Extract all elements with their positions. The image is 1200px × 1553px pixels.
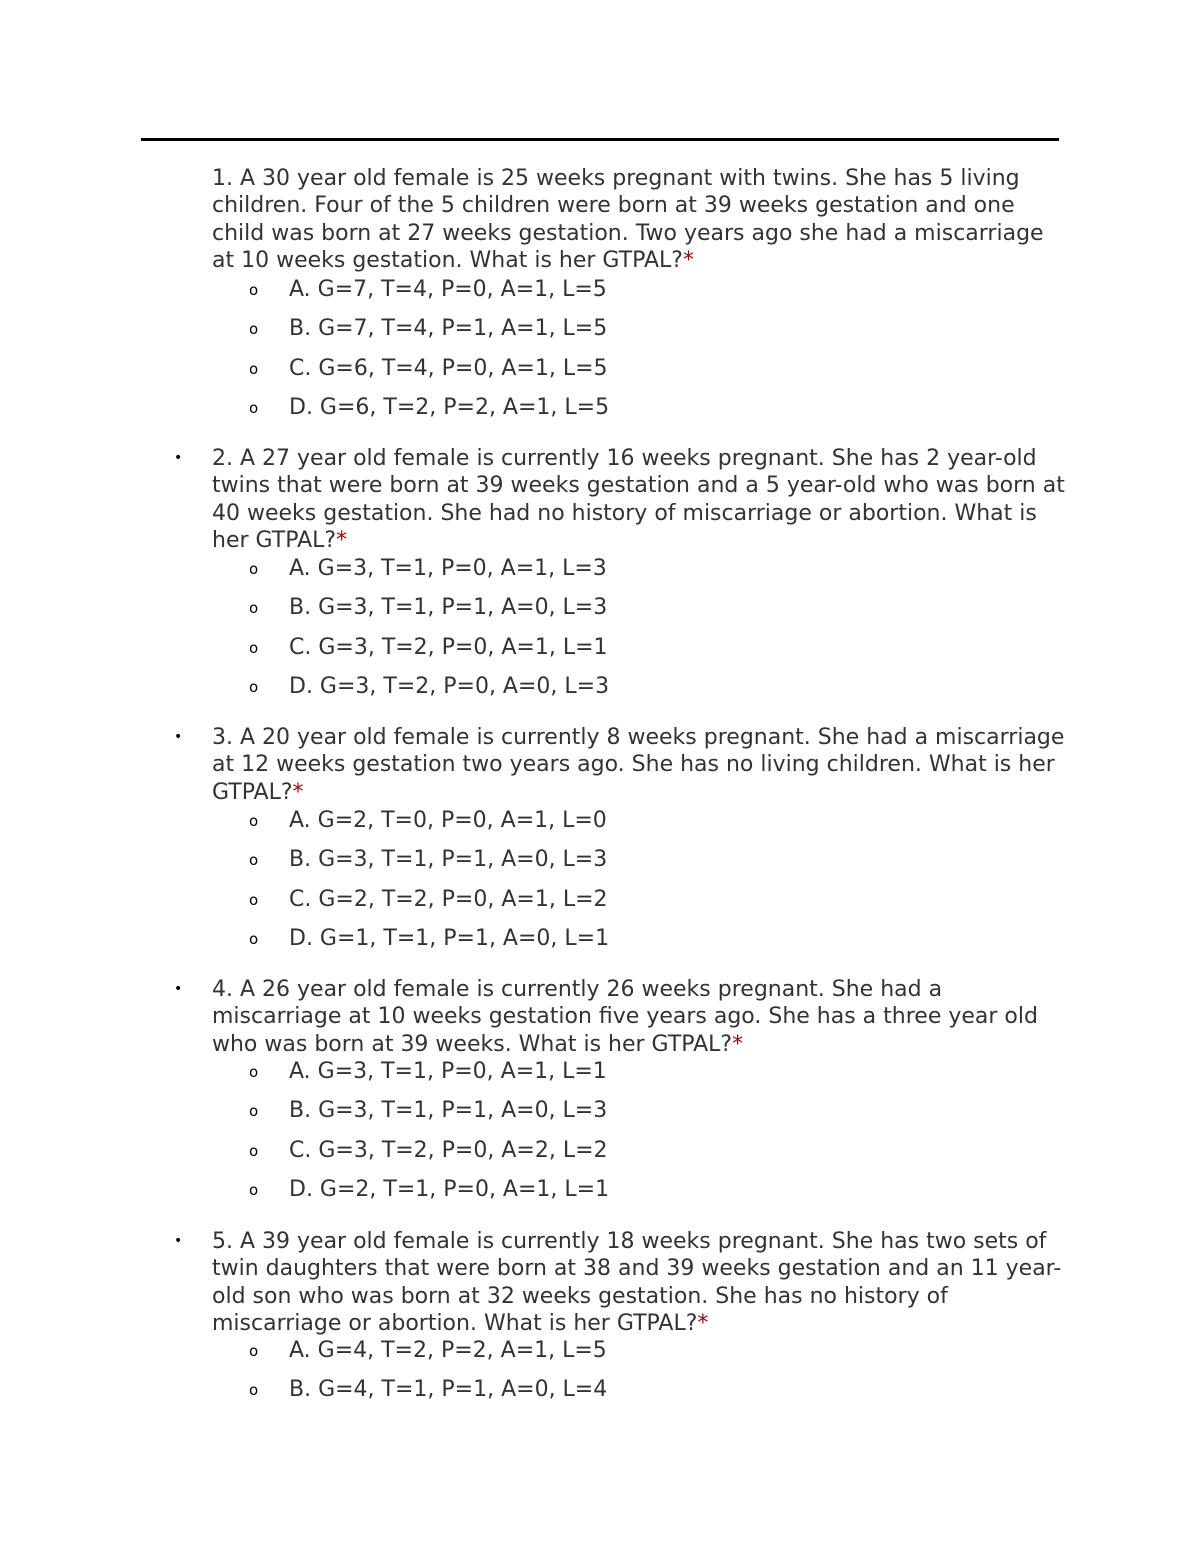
option-label: B. G=7, T=4, P=1, A=1, L=5 [289, 316, 608, 342]
answer-option-a[interactable] [0, 1058, 1200, 1097]
circle-bullet-icon: o [249, 320, 259, 339]
circle-bullet-icon: o [249, 851, 259, 870]
answer-option-c[interactable] [0, 886, 1200, 925]
circle-bullet-icon: o [249, 1381, 259, 1400]
option-label: B. G=3, T=1, P=1, A=0, L=3 [289, 1098, 608, 1124]
question-text: 3. A 20 year old female is currently 8 weeks pregnant. She had a miscarriage at 12 weeks gestation two years ago. She has no living children. What is her GTPAL?* [212, 725, 1065, 805]
option-label: A. G=4, T=2, P=2, A=1, L=5 [289, 1338, 607, 1363]
circle-bullet-icon: o [249, 930, 259, 949]
answer-option-c[interactable] [0, 1137, 1200, 1176]
circle-bullet-icon: o [249, 560, 259, 578]
answer-option-b[interactable] [0, 846, 1200, 885]
option-label: D. G=3, T=2, P=0, A=0, L=3 [289, 674, 610, 700]
option-label: A. G=3, T=1, P=0, A=1, L=1 [289, 1059, 607, 1084]
answer-option-d[interactable] [0, 394, 1200, 433]
answer-options [0, 276, 1200, 434]
question-text: 1. A 30 year old female is 25 weeks pregnant with twins. She has 5 living children. Four of the 5 children were born at 39 weeks gestation and one child was born at 27 weeks gestation. Two years ago she had a miscarriage at 10 weeks gestation. What is her GTPAL?* [212, 166, 1044, 273]
circle-bullet-icon: o [249, 890, 259, 909]
required-asterisk: * [682, 247, 694, 273]
answer-option-b[interactable] [0, 594, 1200, 633]
answer-option-b[interactable] [0, 1097, 1200, 1136]
option-label: A. G=3, T=1, P=0, A=1, L=3 [289, 556, 607, 581]
option-label: C. G=6, T=4, P=0, A=1, L=5 [289, 355, 608, 381]
answer-option-a[interactable] [0, 555, 1200, 594]
answer-option-d[interactable] [0, 1176, 1200, 1215]
circle-bullet-icon: o [249, 359, 259, 378]
required-asterisk: * [697, 1310, 709, 1336]
required-asterisk: * [292, 779, 304, 805]
answer-options [0, 1337, 1200, 1416]
answer-option-a[interactable] [0, 807, 1200, 846]
circle-bullet-icon: o [249, 812, 259, 830]
answer-options [0, 555, 1200, 713]
answer-option-d[interactable] [0, 673, 1200, 712]
required-asterisk: * [336, 527, 348, 553]
option-label: C. G=3, T=2, P=0, A=1, L=1 [289, 634, 608, 660]
option-label: D. G=6, T=2, P=2, A=1, L=5 [289, 395, 610, 421]
bullet-icon: • [174, 450, 183, 466]
circle-bullet-icon: o [249, 399, 259, 418]
circle-bullet-icon: o [249, 678, 259, 697]
answer-options [0, 1058, 1200, 1216]
question-text: 2. A 27 year old female is currently 16 weeks pregnant. She has 2 year-old twins that were born at 39 weeks gestation and a 5 year-old who was born at 40 weeks gestation. She had no history of miscarriage or abortion. What is her GTPAL?* [212, 446, 1065, 553]
answer-options [0, 807, 1200, 965]
option-label: A. G=7, T=4, P=0, A=1, L=5 [289, 277, 607, 302]
circle-bullet-icon: o [249, 638, 259, 657]
option-label: A. G=2, T=0, P=0, A=1, L=0 [289, 808, 607, 833]
answer-option-a[interactable] [0, 1337, 1200, 1376]
answer-option-b[interactable] [0, 1376, 1200, 1415]
circle-bullet-icon: o [249, 1063, 259, 1081]
circle-bullet-icon: o [249, 599, 259, 618]
circle-bullet-icon: o [249, 1342, 259, 1360]
circle-bullet-icon: o [249, 1102, 259, 1121]
option-label: D. G=2, T=1, P=0, A=1, L=1 [289, 1177, 610, 1203]
answer-option-d[interactable] [0, 925, 1200, 964]
option-label: B. G=3, T=1, P=1, A=0, L=3 [289, 847, 608, 873]
circle-bullet-icon: o [249, 1141, 259, 1160]
bullet-icon: • [174, 1233, 183, 1249]
bullet-icon: • [174, 981, 183, 997]
option-label: D. G=1, T=1, P=1, A=0, L=1 [289, 926, 610, 952]
option-label: C. G=3, T=2, P=0, A=2, L=2 [289, 1137, 608, 1163]
question-text: 4. A 26 year old female is currently 26 weeks pregnant. She had a miscarriage at 10 weeks gestation five years ago. She has a three year old who was born at 39 weeks. What is her GTPAL?* [212, 977, 1038, 1057]
option-label: B. G=4, T=1, P=1, A=0, L=4 [289, 1377, 608, 1403]
required-asterisk: * [732, 1031, 744, 1057]
circle-bullet-icon: o [249, 281, 259, 299]
bullet-icon: • [174, 729, 183, 745]
answer-option-c[interactable] [0, 634, 1200, 673]
option-label: C. G=2, T=2, P=0, A=1, L=2 [289, 886, 608, 912]
answer-option-c[interactable] [0, 355, 1200, 394]
circle-bullet-icon: o [249, 1181, 259, 1200]
question-text: 5. A 39 year old female is currently 18 weeks pregnant. She has two sets of twin daughters that were born at 38 and 39 weeks gestation and an 11 year-old son who was born at 32 weeks gestation. She has no history of miscarriage or abortion. What is her GTPAL?* [212, 1229, 1062, 1336]
header-rule [141, 138, 1059, 141]
answer-option-a[interactable] [0, 276, 1200, 315]
option-label: B. G=3, T=1, P=1, A=0, L=3 [289, 595, 608, 621]
answer-option-b[interactable] [0, 315, 1200, 354]
